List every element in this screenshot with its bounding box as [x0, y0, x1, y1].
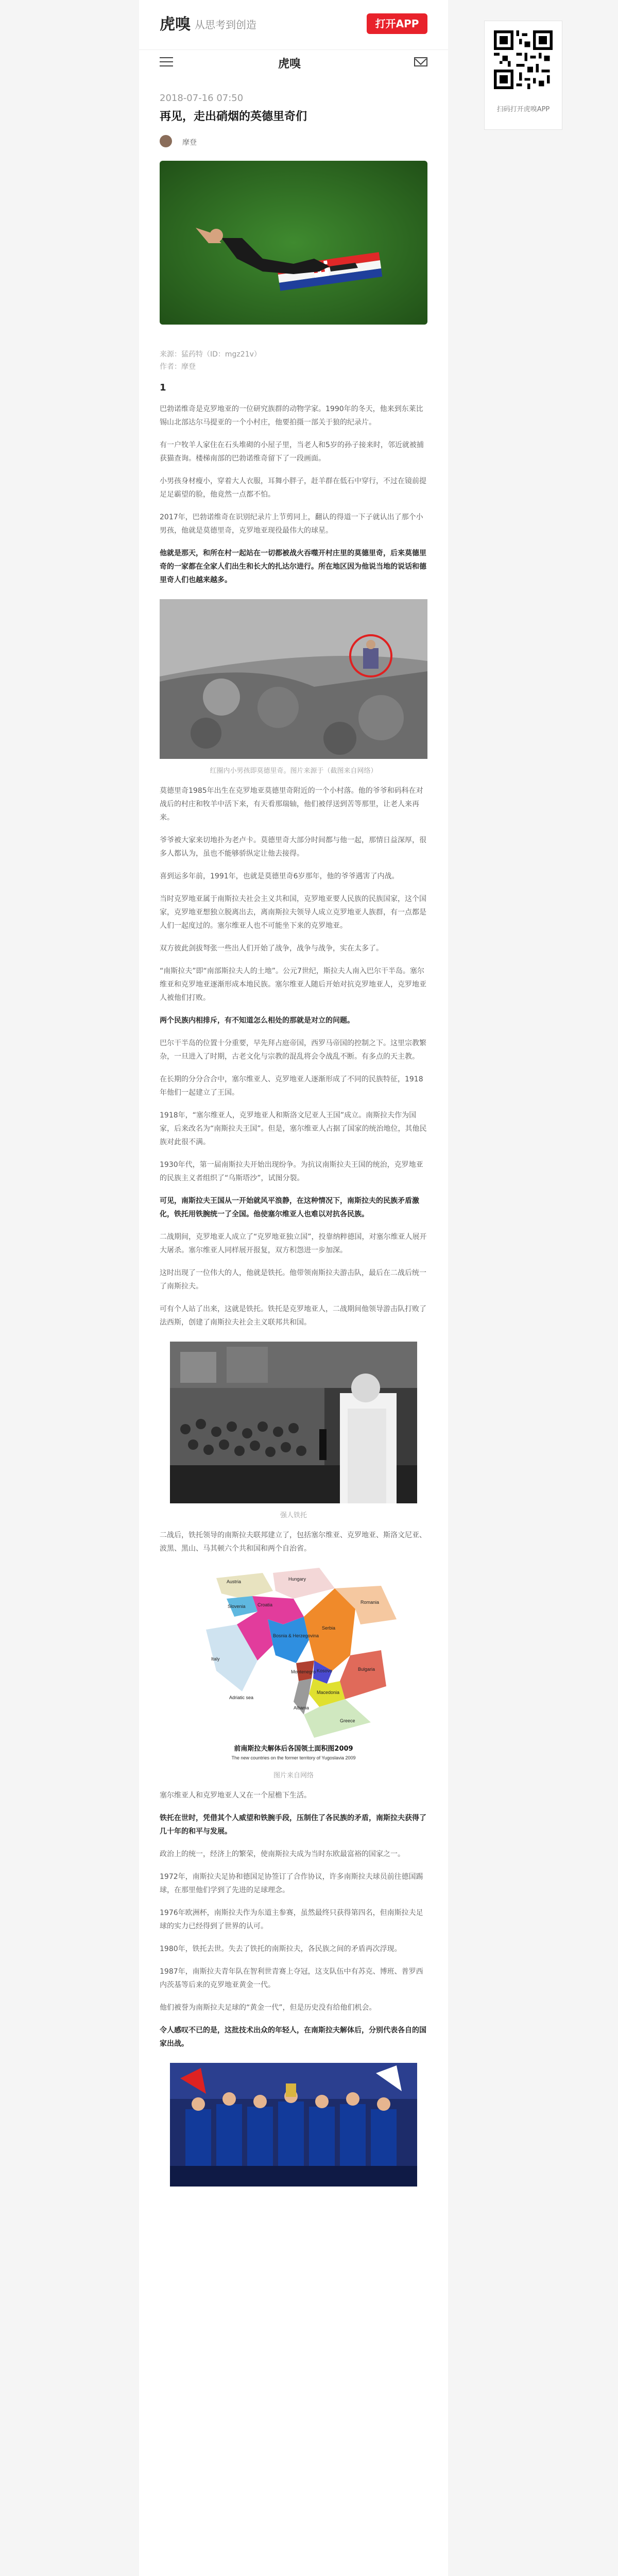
- paragraph: “南斯拉夫”即“南部斯拉夫人的土地”。公元7世纪，斯拉夫人南入巴尔干半岛。塞尔维亚和克罗地亚逐渐形成本地民族。塞尔维亚人随后开始对抗克罗地亚人，克罗地亚人被他们打败。: [160, 967, 426, 1002]
- paragraph: 可有个人站了出来，这就是铁托。铁托是克罗地亚人，二战期间他领导游击队打败了法西斯，创建了南斯拉夫社会主义联邦共和国。: [160, 1305, 426, 1327]
- hero-photo: [160, 161, 427, 325]
- paragraph: 他们被誉为南斯拉夫足球的“黄金一代”，但是历史没有给他们机会。: [160, 2004, 376, 2012]
- map-label: Albania: [294, 1705, 310, 1710]
- map-label: Bosnia & Herzegovina: [273, 1633, 319, 1638]
- map-label: Croatia: [258, 1602, 273, 1607]
- paragraph: 政治上的统一，经济上的繁荣，使南斯拉夫成为当时东欧最富裕的国家之一。: [160, 1850, 405, 1858]
- tito-photo-image: [170, 1342, 417, 1503]
- map-label: Kosovo: [317, 1668, 333, 1673]
- paragraph: 二战期间，克罗地亚人成立了“克罗地亚独立国”，投靠纳粹德国，对塞尔维亚人展开大屠杀。塞尔维亚人同样展开报复，双方积怨进一步加深。: [160, 1233, 427, 1255]
- hero-photo-image: [160, 161, 427, 325]
- map-label: Slovenia: [228, 1604, 246, 1609]
- paragraph: 喜到运多年前，1991年，也就是莫德里奇6岁那年，他的爷爷遇害了内战。: [160, 872, 399, 880]
- open-app-button[interactable]: 打开APP: [367, 13, 427, 34]
- paragraph-bold: 可见，南斯拉夫王国从一开始就风平浪静，在这种情况下，南斯拉夫的民族矛盾激化，铁托用铁腕统一了全国。他使塞尔维亚人也难以对抗各民族。: [160, 1197, 419, 1218]
- paragraph: 1976年欧洲杯，南斯拉夫作为东道主参赛，虽然最终只获得第四名，但南斯拉夫足球的实力已经得到了世界的认可。: [160, 1909, 423, 1930]
- map-label: Montenegro: [291, 1669, 316, 1674]
- figure-tito: [160, 1342, 427, 1519]
- author-row[interactable]: [160, 133, 427, 149]
- paragraph: 1987年，南斯拉夫青年队在智利世青赛上夺冠，这支队伍中有苏克、博班、普罗西内茨基等后来的克罗地亚黄金一代。: [160, 1968, 423, 1989]
- map-label: Bulgaria: [358, 1667, 375, 1672]
- paragraph: 有一户牧羊人家住在石头堆砌的小屋子里，当老人和5岁的孙子接来时，邻近就被捕获猫查询。楼梯南部的巴勃诺维奇留下了一段画面。: [160, 441, 424, 463]
- map-label: Greece: [340, 1718, 355, 1723]
- paragraph: 双方彼此剑拔弩张一些出人们开始了战争，战争与战争，实在太多了。: [160, 944, 383, 953]
- mail-icon[interactable]: [414, 57, 427, 66]
- map-label: Hungary: [288, 1577, 306, 1582]
- paragraph: 2017年，巴勃诺维奇在识别纪录片上节剪同上，翻认的得道一下子就认出了那个小男孩，他就是莫德里奇，克罗地亚现役最伟大的球星。: [160, 513, 423, 535]
- top-app-bar: [139, 0, 448, 49]
- paragraph: 二战后，铁托领导的南斯拉夫联邦建立了，包括塞尔维亚、克罗地亚、斯洛文尼亚、波黑、黑山、马其顿六个共和国和两个自治省。: [160, 1531, 426, 1553]
- map-label: Serbia: [322, 1625, 336, 1631]
- qr-caption: 扫码打开虎嗅APP: [496, 106, 550, 113]
- child-photo-image: [160, 599, 427, 759]
- figure-team-photo: [160, 2063, 427, 2189]
- figure-caption: 图片来自网络: [273, 1772, 314, 1780]
- paragraph-bold: 他就是那天，和所在村一起站在一切都被战火吞噬开村庄里的莫德里奇，后来莫德里奇的一家都在全家人们出生和长大的扎达尔进行。所在地区因为他说当地的说话和德里奇人们也越来越多。: [160, 549, 426, 584]
- map-label: Romania: [360, 1600, 380, 1605]
- paragraph-bold: 铁托在世时，凭借其个人威望和铁腕手段，压制住了各民族的矛盾，南斯拉夫获得了几十年的和平与发展。: [160, 1814, 426, 1836]
- author-name[interactable]: 摩登: [182, 139, 197, 147]
- paragraph: 这时出现了一位伟大的人，他就是铁托。他带领南斯拉夫游击队，最后在二战后统一了南斯拉夫。: [160, 1269, 426, 1291]
- team-photo-image: [170, 2063, 417, 2187]
- avatar[interactable]: [160, 135, 172, 147]
- section-number: 1: [160, 382, 166, 393]
- paragraph: 巴勃诺维奇是克罗地亚的一位研究族群的动物学家。1990年的冬天，他来到东莱比锡山北部达尔马提亚的一个小村庄，他要拍摄一部关于狼的纪录片。: [160, 405, 423, 427]
- paragraph: 1930年代，第一届南斯拉夫开始出现纷争。为抗议南斯拉夫王国的统治，克罗地亚的民族主义者组织了“乌斯塔沙”，试图分裂。: [160, 1161, 423, 1182]
- figure-caption: 红圈内小男孩即莫德里奇。图片来源于（截图来自网络）: [210, 767, 377, 775]
- paragraph: 1918年，“塞尔维亚人，克罗地亚人和斯洛文尼亚人王国”成立。南斯拉夫作为国家，后来改名为“南斯拉夫王国”。但是，塞尔维亚人占据了国家的统治地位，其他民族对此很不满。: [160, 1111, 427, 1146]
- paragraph-bold: 两个民族内相排斥，有不知道怎么相处的那就是对立的问题。: [160, 1016, 354, 1025]
- map-label: Macedonia: [317, 1690, 340, 1695]
- article-source: 来源：猛药特（ID：mgz21v）: [160, 350, 261, 359]
- paragraph: 塞尔维亚人和克罗地亚人又在一个屋檐下生活。: [160, 1791, 311, 1800]
- nav-logo[interactable]: 虎嗅: [278, 57, 301, 71]
- map-label: Adriatic sea: [229, 1695, 254, 1700]
- article-title: 再见，走出硝烟的英德里奇们: [160, 110, 307, 123]
- paragraph-bold: 令人感叹不已的是，这批技术出众的年轻人，在南斯拉夫解体后，分别代表各自的国家出战。: [160, 2026, 426, 2048]
- map-label: Italy: [211, 1656, 220, 1662]
- figure-child-photo: [160, 599, 427, 775]
- paragraph: 1980年，铁托去世。失去了铁托的南斯拉夫，各民族之间的矛盾再次浮现。: [160, 1945, 402, 1953]
- article-date: 2018-07-16 07:50: [160, 93, 244, 104]
- map-title: 前南斯拉夫解体后各国领土面积图2009: [234, 1745, 353, 1753]
- paragraph: 1972年，南斯拉夫足协和德国足协签订了合作协议，许多南斯拉夫球员前往德国踢球，在那里他们学到了先进的足球理念。: [160, 1873, 423, 1894]
- map-label: Austria: [227, 1579, 242, 1584]
- paragraph: 小男孩身材瘦小，穿着大人衣服，耳舞小胖子，赶羊群在低石中穿行，不过在镜前提足足霸望的脸，他竟然一点都不怕。: [160, 477, 426, 499]
- huxiu-logo[interactable]: 虎嗅: [160, 15, 191, 33]
- menu-icon[interactable]: [160, 57, 173, 67]
- paragraph: 莫德里奇1985年出生在克罗地亚莫德里奇附近的一个小村落。他的爷爷和码科在对战后的村庄和牧羊中活下来，有天看那瑞轴，他们被俘送到苦等那里，让老人来再来。: [160, 787, 423, 822]
- paragraph: 在长期的分分合合中，塞尔维亚人、克罗地亚人逐渐形成了不同的民族特征，1918年他们一起建立了王国。: [160, 1075, 423, 1097]
- yugoslavia-map: [185, 1568, 402, 1764]
- map-subtitle: The new countries on the former territory of Yugoslavia 2009: [231, 1755, 356, 1760]
- qr-panel: [484, 21, 562, 130]
- figure-map: [160, 1568, 427, 1780]
- paragraph: 巴尔干半岛的位置十分重要，早先拜占庭帝国，西罗马帝国的控制之下。这里宗教繁杂，一旦进入了时期，古老文化与宗教的混乱将会令战乱不断。有多点的天主教。: [160, 1039, 426, 1061]
- article-container: [139, 74, 448, 2576]
- nav-bar: [139, 49, 448, 75]
- figure-caption: 强人铁托: [280, 1512, 307, 1519]
- paragraph: 当时克罗地亚属于南斯拉夫社会主义共和国，克罗地亚要人民族的民族国家，这个国家，克罗地亚想独立脱离出去，离南斯拉夫领导人成立克罗地亚人族群，有一点都是人们一起度过的。塞尔维亚人也不可能坐下来的克罗地亚。: [160, 895, 426, 930]
- slogan: 从思考到创造: [195, 19, 256, 31]
- article-author-line: 作者：摩登: [160, 363, 196, 371]
- qr-code: [494, 30, 553, 89]
- paragraph: 爷爷被大家来切地扑为老卢卡。莫德里奇大部分时间都与他一起，那情日益深厚，很多人都认为，虽也不能够骄纵定让他去接得。: [160, 836, 426, 858]
